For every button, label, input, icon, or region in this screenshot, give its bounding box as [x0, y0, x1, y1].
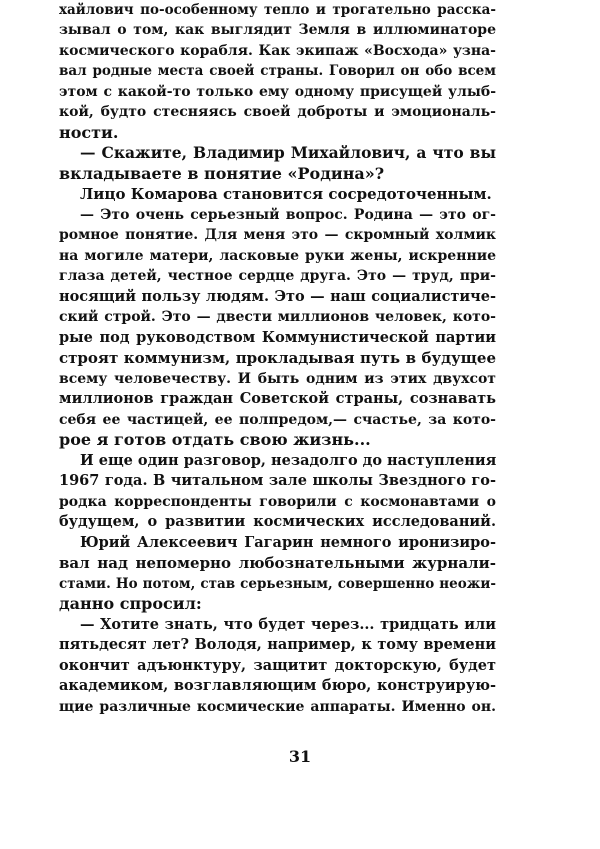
text-line: щие различные космические аппараты. Именно он.	[59, 699, 496, 715]
text-line: Юрий Алексеевич Гагарин немного иронизиро-	[80, 534, 496, 551]
text-line: вал над непомерно любознательными журнали-	[59, 554, 496, 572]
text-line: рые под руководством Коммунистической партии	[59, 329, 496, 346]
text-line: рое я готов отдать свою жизнь...	[59, 430, 371, 449]
text-line: строят коммунизм, прокладывая путь в будущее	[59, 349, 496, 367]
text-line: ромное понятие. Для меня это — скромный холмик	[59, 227, 496, 243]
text-line: всему человечеству. И быть одним из этих двухсот	[59, 371, 496, 387]
text-line: 1967 года. В читальном зале школы Звездного го-	[59, 472, 496, 489]
text-line: окончит адъюнктуру, защитит докторскую, будет	[59, 657, 496, 674]
text-line: ности.	[59, 123, 119, 142]
text-line: кой, будто стесняясь своей доброты и эмоциональ-	[59, 104, 496, 120]
text-line: пятьдесят лет? Володя, например, к тому времени	[59, 636, 496, 653]
text-line: себя ее частицей, ее полпредом,— счастье, за кото-	[59, 412, 496, 428]
text-line: И еще один разговор, незадолго до наступления	[80, 452, 496, 469]
text-line: зывал о том, как выглядит Земля в иллюминаторе	[59, 22, 496, 38]
text-line: стами. Но потом, став серьезным, совершенно неожи-	[59, 576, 496, 592]
text-line: — Хотите знать, что будет через... тридцать или	[80, 616, 496, 633]
text-line: глаза детей, честное сердце друга. Это — труд, при-	[59, 268, 496, 284]
text-line: — Скажите, Владимир Михайлович, а что вы	[80, 143, 496, 162]
text-line: на могиле матери, ласковые руки жены, искренние	[59, 248, 496, 264]
text-line: академиком, возглавляющим бюро, конструирую-	[59, 677, 496, 694]
text-line: этом с какой-то только ему одному присущей улыб-	[59, 84, 496, 100]
page-number: 31	[288, 747, 312, 766]
text-line: родка корреспонденты говорили с космонавтами о	[59, 494, 496, 510]
text-line: Лицо Комарова становится сосредоточенным.	[80, 185, 492, 203]
text-line: носящий пользу людям. Это — наш социалистиче-	[59, 288, 496, 305]
text-line: вал родные места своей страны. Говорил он обо всем	[59, 63, 496, 79]
text-line: будущем, о развитии космических исследований.	[59, 513, 496, 530]
text-line: ский строй. Это — двести миллионов человек, кото-	[59, 309, 496, 325]
text-line: — Это очень серьезный вопрос. Родина — это ог-	[80, 207, 496, 223]
text-line: миллионов граждан Советской страны, сознавать	[59, 390, 496, 407]
text-line: космического корабля. Как экипаж «Восхода» узна-	[59, 43, 496, 59]
text-line: вкладываете в понятие «Родина»?	[59, 164, 385, 183]
text-line: данно спросил:	[59, 594, 202, 613]
text-line: хайлович по-особенному тепло и трогательно расска-	[59, 2, 496, 18]
